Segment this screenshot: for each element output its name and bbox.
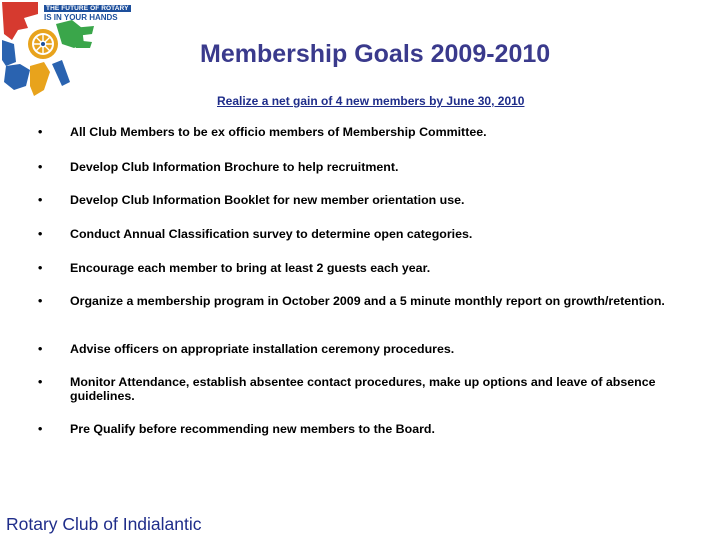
rotary-logo [0, 0, 150, 100]
club-name-footer: Rotary Club of Indialantic [6, 514, 202, 534]
goal-text: Encourage each member to bring at least 2 guests each year. [70, 261, 431, 275]
logo-tagline-bottom: IS IN YOUR HANDS [44, 13, 118, 22]
bullet-icon: • [38, 193, 43, 207]
bullet-icon: • [38, 342, 43, 356]
goal-subtitle: Realize a net gain of 4 new members by June 30, 2010 [217, 94, 525, 108]
goal-text: Develop Club Information Booklet for new member orientation use. [70, 193, 465, 207]
logo-tagline-top: THE FUTURE OF ROTARY [46, 5, 129, 12]
bullet-icon: • [38, 294, 43, 308]
bullet-icon: • [38, 125, 43, 139]
page-title: Membership Goals 2009-2010 [200, 40, 551, 68]
bullet-icon: • [38, 422, 43, 436]
goal-text: Pre Qualify before recommending new members to the Board. [70, 422, 435, 436]
goal-text: Conduct Annual Classification survey to determine open categories. [70, 227, 473, 241]
goal-text: All Club Members to be ex officio members of Membership Committee. [70, 125, 487, 139]
goal-text: Organize a membership program in October 2009 and a 5 minute monthly report on growth/retention. [70, 294, 665, 308]
goal-text: Advise officers on appropriate installation ceremony procedures. [70, 342, 455, 356]
bullet-icon: • [38, 261, 43, 275]
bullet-icon: • [38, 227, 43, 241]
bullet-icon: • [38, 160, 43, 174]
goal-text: Monitor Attendance, establish absentee contact procedures, make up options and leave of absence guidelines. [70, 375, 656, 403]
bullet-icon: • [38, 375, 43, 389]
goal-text: Develop Club Information Brochure to help recruitment. [70, 160, 399, 174]
